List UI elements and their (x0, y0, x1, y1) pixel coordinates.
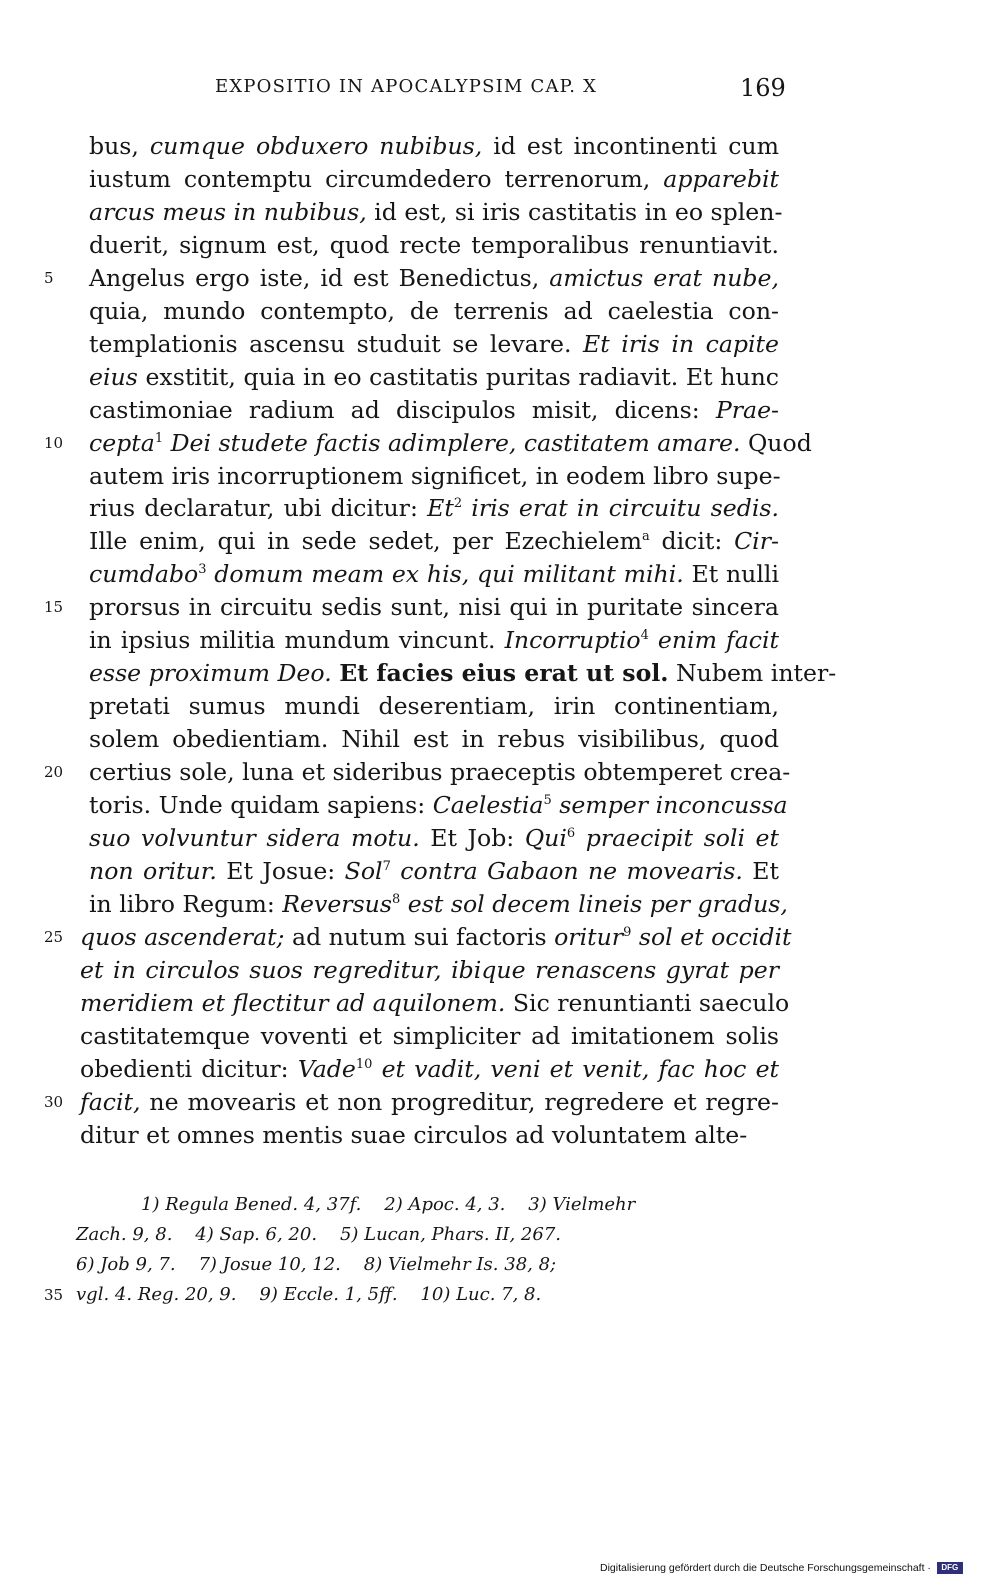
text-line (89, 591, 779, 624)
text-segment: esse proximum Deo. (89, 659, 332, 687)
footnote-ref: 3 (198, 562, 207, 577)
text-line (89, 427, 812, 460)
text-segment: cumdabo (89, 560, 199, 588)
credit-text: Digitalisierung gefördert durch die Deutsche Forschungsgemeinschaft · (600, 1562, 931, 1574)
line-number: 10 (44, 434, 64, 452)
text-line (89, 822, 779, 855)
text-segment: Qui (524, 824, 567, 852)
text-segment: castitatemque voventi et simpliciter ad imitationem solis (80, 1022, 779, 1050)
text-segment: facit, (80, 1088, 141, 1116)
footnote-ref: a (641, 529, 650, 544)
text-segment: Cir- (734, 527, 779, 555)
text-line (89, 525, 779, 558)
text-line (89, 657, 837, 690)
line-number: 30 (44, 1093, 64, 1111)
text-segment: templationis ascensu studuit se levare. (89, 330, 584, 358)
text-segment: solem obedientiam. Nihil est in rebus visibilibus, quod (89, 725, 779, 753)
text-line (89, 789, 788, 822)
text-line (89, 394, 779, 427)
text-segment: domum meam ex his, qui militant mihi. (206, 560, 684, 588)
text-line (89, 492, 779, 525)
text-segment: exstitit, quia in eo castitatis puritas radiavit. Et hunc (137, 363, 779, 391)
text-segment: id est incontinenti cum (482, 132, 779, 160)
running-header (0, 74, 1000, 108)
text-segment: ad nutum sui factoris (284, 923, 555, 951)
text-segment: Vade (297, 1055, 356, 1083)
text-segment: Incorruptio (504, 626, 641, 654)
line-number: 15 (44, 598, 64, 616)
text-segment: apparebit (663, 165, 779, 193)
footnote-ref: 8 (392, 892, 401, 907)
text-segment: semper inconcussa (551, 791, 788, 819)
text-line (89, 888, 788, 921)
text-segment: arcus meus in nubibus, (89, 198, 367, 226)
footnote-line: 1) Regula Bened. 4, 37f. 2) Apoc. 4, 3. 3) Vielmehr (141, 1194, 636, 1215)
text-segment: Sol (344, 857, 383, 885)
page-number: 169 (740, 74, 786, 102)
text-segment: non oritur. (89, 857, 217, 885)
text-segment: Dei studete factis adimplere, castitatem amare. (163, 429, 741, 457)
text-segment: certius sole, luna et sideribus praeceptis obtemperet crea- (89, 758, 791, 786)
text-segment: suo volvuntur sidera motu. (89, 824, 420, 852)
text-line (89, 756, 791, 789)
text-segment: pretati sumus mundi deserentiam, irin continentiam, (89, 692, 779, 720)
text-segment: contra Gabaon ne movearis. (390, 857, 743, 885)
footnote-line: 6) Job 9, 7. 7) Josue 10, 12. 8) Vielmehr Is. 38, 8; (76, 1254, 557, 1275)
dfg-logo: DFG (937, 1562, 963, 1574)
footnote-ref: 2 (453, 496, 463, 511)
text-segment: Et iris in capite (583, 330, 779, 358)
text-segment: duerit, signum est, quod recte temporalibus renuntiavit. (89, 231, 779, 259)
text-segment: et vadit, veni et venit, fac hoc et (372, 1055, 780, 1083)
text-segment: Et Job: (419, 824, 525, 852)
text-segment: Et facies eius erat ut sol. (339, 659, 669, 687)
text-line (89, 229, 779, 262)
text-segment: Et nulli (683, 560, 779, 588)
text-line (89, 328, 779, 361)
text-segment: ditur et omnes mentis suae circulos ad voluntatem alte- (80, 1121, 748, 1149)
text-segment: bus, (89, 132, 150, 160)
text-segment: quia, mundo contempto, de terrenis ad caelestia con- (89, 297, 779, 325)
text-line (80, 1086, 779, 1119)
footnote-ref: 10 (355, 1057, 373, 1072)
text-segment: rius declaratur, ubi dicitur: (89, 494, 428, 522)
line-number: 35 (44, 1286, 64, 1304)
text-segment: Quod (740, 429, 812, 457)
text-segment: Nubem inter- (668, 659, 837, 687)
text-line (89, 361, 779, 394)
text-segment: Et (427, 494, 454, 522)
text-segment: autem iris incorruptionem significet, in eodem libro supe- (89, 462, 781, 490)
text-segment: est sol decem lineis per gradus, (400, 890, 788, 918)
text-segment: Prae- (715, 396, 779, 424)
footnote-ref: 6 (566, 826, 576, 841)
text-segment: Et Josue: (216, 857, 345, 885)
text-segment: dicit: (649, 527, 735, 555)
text-segment: Ille enim, qui in sede sedet, per Ezechielem (89, 527, 642, 555)
text-segment: iustum contemptu circumdedero terrenorum, (89, 165, 664, 193)
text-segment: cepta (89, 429, 155, 457)
text-line (89, 460, 779, 493)
footnote-ref: 5 (543, 793, 552, 808)
digitization-credit (600, 1560, 985, 1576)
text-line (89, 163, 779, 196)
line-number: 20 (44, 763, 64, 781)
line-number: 25 (44, 928, 64, 946)
text-segment: toris. Unde quidam sapiens: (89, 791, 433, 819)
text-segment: Reversus (282, 890, 392, 918)
footnote-ref: 4 (640, 628, 649, 643)
text-segment: iris erat in circuitu sedis. (462, 494, 779, 522)
text-segment: id est, si iris castitatis in eo splen- (366, 198, 783, 226)
text-segment: meridiem et flectitur ad aquilonem. (80, 989, 506, 1017)
text-line (89, 855, 779, 888)
text-line (80, 1119, 779, 1152)
text-segment: et in circulos suos regreditur, ibique renascens gyrat per (80, 956, 779, 984)
line-number: 5 (44, 269, 54, 287)
footnote-ref: 1 (154, 431, 164, 446)
text-segment: Sic renuntianti saeculo (505, 989, 790, 1017)
text-line (80, 1020, 779, 1053)
text-line (89, 130, 779, 163)
text-line (89, 295, 779, 328)
text-segment: ne movearis et non progreditur, regredere et regre- (140, 1088, 779, 1116)
text-segment: in ipsius militia mundum vincunt. (89, 626, 505, 654)
footnote-line: vgl. 4. Reg. 20, 9. 9) Eccle. 1, 5ff. 10) Luc. 7, 8. (76, 1284, 542, 1305)
text-segment: enim facit (648, 626, 779, 654)
text-segment: oritur (554, 923, 624, 951)
text-segment: Caelestia (432, 791, 544, 819)
running-title: EXPOSITIO IN APOCALYPSIM CAP. X (215, 76, 598, 97)
text-line (89, 262, 779, 295)
text-segment: in libro Regum: (89, 890, 283, 918)
text-line (80, 921, 792, 954)
text-segment: prorsus in circuitu sedis sunt, nisi qui in puritate sincera (89, 593, 779, 621)
text-segment: sol et occidit (631, 923, 792, 951)
text-segment: amictus erat nube, (549, 264, 780, 292)
text-segment: eius (89, 363, 138, 391)
footnote-line: Zach. 9, 8. 4) Sap. 6, 20. 5) Lucan, Phars. II, 267. (76, 1224, 561, 1245)
text-line (89, 196, 783, 229)
text-line (89, 723, 779, 756)
text-segment: Angelus ergo iste, id est Benedictus, (89, 264, 550, 292)
text-line (80, 987, 790, 1020)
text-segment: castimoniae radium ad discipulos misit, dicens: (89, 396, 716, 424)
text-segment: Et (742, 857, 779, 885)
text-line (89, 558, 779, 591)
footnote-ref: 7 (382, 859, 391, 874)
text-line (80, 1053, 779, 1086)
text-segment: obedienti dicitur: (80, 1055, 298, 1083)
text-line (80, 954, 779, 987)
text-segment: cumque obduxero nubibus, (149, 132, 483, 160)
text-line (89, 624, 779, 657)
text-segment: praecipit soli et (575, 824, 779, 852)
footnote-ref: 9 (623, 925, 632, 940)
text-segment: quos ascenderat; (80, 923, 285, 951)
text-line (89, 690, 779, 723)
